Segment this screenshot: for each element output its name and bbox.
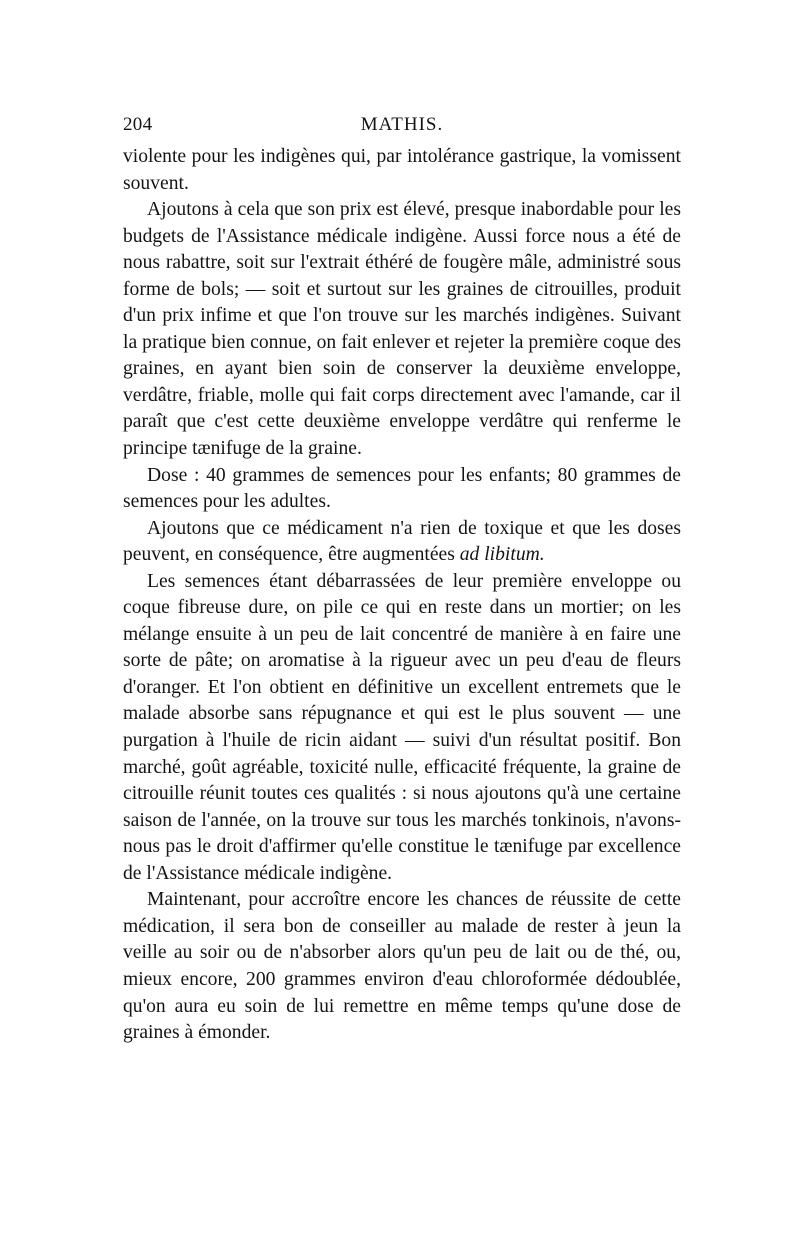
paragraph-preparation: Les semences étant débarrassées de leur première enveloppe ou coque fibreuse dure, on pile ce qui en reste dans un mortier; on les mélange ensuite à un peu de lait concentré de manière à en faire une sorte de pâte; on aromatise à la rigueur avec un peu d'eau de fleurs d'oranger. Et l'on obtient en définitive un excellent entremets que le malade absorbe sans répugnance et qui est le plus souvent — une purgation à l'huile de ricin aidant — suivi d'un résultat positif. Bon marché, goût agréable, toxicité nulle, efficacité fréquente, la graine de citrouille réunit toutes ces qualités : si nous ajoutons qu'à une certaine saison de l'année, on la trouve sur tous les marchés tonkinois, n'avons-nous pas le droit d'affirmer qu'elle constitue le tænifuge par excellence de l'Assistance médicale indigène.	[123, 570, 681, 884]
ad-libitum-italic: ad libitum.	[459, 544, 545, 566]
page-number: 204	[123, 114, 153, 135]
page-body	[123, 144, 681, 1047]
paragraph-cost-alternatives: Ajoutons à cela que son prix est élevé, presque inabordable pour les budgets de l'Assistance médicale indigène. Aussi force nous a été de nous rabattre, soit sur l'extrait éthéré de fougère mâle, administré sous forme de bols; — soit et surtout sur les graines de citrouilles, produit d'un prix infime et que l'on trouve sur les marchés indigènes. Suivant la pratique bien connue, on fait enlever et rejeter la première coque des graines, en ayant bien soin de conserver la deuxième enveloppe, verdâtre, friable, molle qui fait corps directement avec l'amande, car il paraît que c'est cette deuxième enveloppe verdâtre qui renferme le principe tænifuge de la graine.	[123, 199, 681, 460]
paragraph-non-toxic	[123, 516, 681, 569]
paragraph-continuation: violente pour les indigènes qui, par intolérance gastrique, la vomissent souvent.	[123, 146, 681, 194]
paragraph-non-toxic-text: Ajoutons que ce médicament n'a rien de toxique et que les doses peuvent, en conséquence, être augmentées	[123, 517, 681, 566]
page-header	[123, 114, 681, 138]
paragraph-dose: Dose : 40 grammes de semences pour les enfants; 80 grammes de semences pour les adultes.	[123, 464, 681, 513]
paragraph-advice: Maintenant, pour accroître encore les chances de réussite de cette médication, il sera bon de conseiller au malade de rester à jeun la veille au soir ou de n'absorber alors qu'un peu de lait ou de thé, ou, mieux encore, 200 grammes environ d'eau chloroformée dédoublée, qu'on aura eu soin de lui remettre en même temps qu'une dose de graines à émonder.	[123, 889, 681, 1044]
running-title: MATHIS.	[360, 114, 444, 135]
